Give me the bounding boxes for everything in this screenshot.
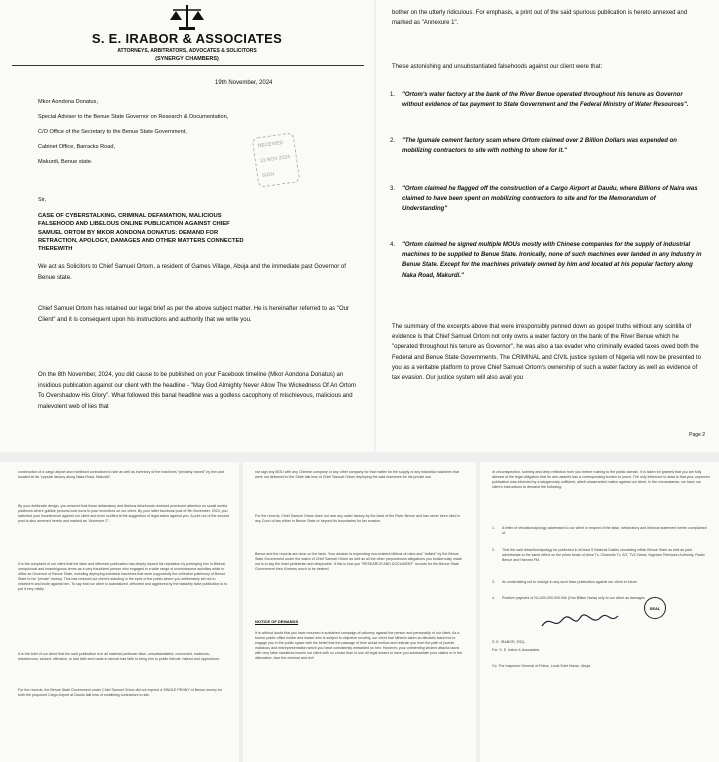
firm-chambers: (SYNERGY CHAMBERS) [155, 56, 219, 62]
address-line: Cabinet Office, Barracks Road, [38, 144, 116, 150]
page3-paragraph: By your deliberate design, you ensured that these defamatory and libelous falsehoods received prominent attention on social media platforms where gullible persons took turns to pour invectives on our client. By your latter facebook post of 9th November, 2024, you switched your incontinence against our client and even scoffed at the suggestion of legal action against you. A print out of the second post is also annexed hereto and marked as "Annexure 2". [18, 504, 230, 524]
signature-scribble [540, 612, 620, 632]
recipient-address [38, 98, 228, 173]
allegation-item: "Ortom claimed he flagged off the construction of a Cargo Airport at Daudu, where Billions of Naira was claimed to have been spent on mobilizing contractors to site and for the Memorandum of Understanding" [402, 186, 698, 213]
demand-item: That the said retraction/apology be published in at least 5 National Dailies circulating within Benue State as well as paid advertorials to the same effect on the prime beats of Arise Tv, Channels Tv, AIT, TVC News, Nigerian Television Authority, Radio Benue and Harvest FM. [502, 548, 705, 563]
scales-of-justice-icon [168, 2, 206, 32]
page2-summary: The summary of the excerpts above that were irresponsibly penned down as gospel truths without any scintilla of evidence is that Chief Samuel Ortom not only owns a water factory on the bank of the River Benue which he "operated throughout his tenure as Governor", he was also a tax evader who criminally evaded taxes owed both the Federal and Benue State Governments. The CRIMINAL and CIVIL justice system of Nigeria will now be presented to you as a veritable platform to prove Chief Samuel Ortom's ownership of such a water factory as well as evidence of tax evasion. Our justice system will also avail you [392, 324, 701, 382]
item-number: 3. [390, 186, 396, 192]
letter-page-3 [0, 462, 239, 762]
firm-name: S. E. IRABOR & ASSOCIATES [91, 31, 283, 46]
allegation-item: "Ortom's water factory at the bank of the River Benue operated throughout his tenure as Governor without evidence of tax payment to State Government and the Federal Ministry of Water Resources". [402, 92, 689, 109]
page3-paragraph: construction of a cargo airport and mobilised contractors to site as well as inventory of the machines "privately owned" by him and located at his "popular factory along Naka Road, Makurdi". [18, 470, 224, 480]
letter-page-5: of circumspection, sobriety and deep reflection from you before rushing to the public domain. It is taken for granted that you are fully abreast of the legal obligation that he who asserts has a corresponding burden to prove. The only inference to draw is that your unproven publication was informed by a dangerously sufficient, albeit unwarranted malice against our client. In the circumstance, we have our client's instructions to demand the following: 1. A letter of retraction/apology addressed to our client in respect of the false, defamatory and libelous statement herein complained of. 2. That the said retraction/apology be published in at least 5 National Dailies circulating within Benue State as well as paid advertorials to the same effect on the prime beats of Arise Tv, Channels Tv, AIT, TVC News, Nigerian Television Authority, Radio Benue and Harvest FM. 3. An undertaking not to indulge in any such false publication against our client in future. 4. Positive payment of N1,000,000,000.00k (One Billion Naira) only to our client as damages SEAL S. E. IRABOR, ESQ., For: S. E. Irabor & Associates. Cc: The Inspector General of Police, Louis Edet House, Abuja [480, 462, 719, 762]
letter-date: 19th November, 2024 [215, 80, 273, 86]
address-line: C/O Office of the Secretary to the Benue State Government, [38, 129, 187, 135]
address-line: Makurdi, Benue state. [38, 159, 93, 165]
page4-paragraph: not sign any MOU with any Chinese company or any other company for that matter for the supply of any industrial machines that were not delivered to the State talk less of Chief Samuel Ortom deploying the said machines for his private use. [255, 470, 459, 480]
page3-paragraph: It is the complaint of our client that the false and offensive publication has deeply injured his reputation by portraying him in illiberal, unequivocal and unambiguous terms as a very fraudulent person who engaged in a wide range of unwholesome activities while in office as Governor of Benue State, including deploying industrial machines that were supposedly the collective patrimony of Benue State to his "private" factory. This has reduced our client's standing in the eyes of the public where you deliberately set out to misinform and incite against him. To say that our client is scandalized, affronted and aggrieved by the blatantly false publication is to put it very mildly. [18, 562, 228, 592]
letterhead-divider [12, 65, 364, 66]
item-number: 2. [390, 138, 396, 144]
firm-tagline: ATTORNEYS, ARBITRATORS, ADVOCATES & SOLICITORS [117, 48, 257, 54]
page3-paragraph: For the records, the Benue State Government under Chief Samuel Ortom did not expend a SINGLE PENNY of Benue money for both the proposed Cargo Airport at Daudu talk less of mobilising contractors to site. [18, 688, 223, 698]
demand-item: An undertaking not to indulge in any such false publication against our client in future. [502, 580, 638, 584]
address-line: Special Adviser to the Benue State Governor on Research & Documentation, [38, 114, 229, 120]
notice-of-demands-heading: NOTICE OF DEMANDS [255, 619, 299, 624]
allegation-item: "Ortom claimed he signed multiple MOUs mostly with Chinese companies for the supply of industrial machines to be supplied to Benue State. Ironically, none of such machines ever landed in any Industry in Benue State. Except for the machines privately owned by him and located at his popular factory along Naka Road, Makurdi." [402, 242, 702, 279]
subject-heading: CASE OF CYBERSTALKING, CRIMINAL DEFAMATION, MALICIOUS FALSEHOOD AND LIBELOUS ONLINE PUBLICATION AGAINST CHIEF SAMUEL ORTOM BY MKOR AONDONA DONATUS: DEMAND FOR RETRACTION, APOLOGY, DAMAGES AND OTHER MATTERS CONNECTED THEREWITH [38, 213, 244, 253]
demand-item: A letter of retraction/apology addressed to our client in respect of the false, defamatory and libelous statement herein complained of. [502, 526, 707, 536]
paragraph-2: Chief Samuel Ortom has retained our legal brief as per the above subject matter. He is hereinafter referred to as "Our Client" and it is consequent upon his instructions and authority that we write you. [38, 306, 349, 323]
paragraph-1: We act as Solicitors to Chief Samuel Ortom, a resident of Games Village, Abuja and the immediate past Governor of Benue state. [38, 264, 346, 281]
signatory-name: S. E. IRABOR, ESQ., [492, 640, 527, 644]
cc-line: Cc: The Inspector General of Police, Louis Edet House, Abuja [492, 664, 591, 668]
letter-page-1 [0, 0, 374, 452]
page5-intro: of circumspection, sobriety and deep reflection from you before rushing to the public domain. It is taken for granted that you are fully abreast of the legal obligation that he who asserts has a corresponding burden to prove. The only inference to draw is that your unproven publication was informed by a dangerously sufficient, albeit unwarranted malice against our client. In the circumstance, we have our client's instructions to demand the following: [492, 470, 710, 490]
demand-item: Positive payment of N1,000,000,000.00k (One Billion Naira) only to our client as damages [502, 596, 645, 600]
page2-lead: These astonishing and unsubstantiated falsehoods against our client were that: [392, 64, 603, 70]
signatory-firm: For: S. E. Irabor & Associates. [492, 648, 541, 652]
salutation: Sir, [38, 197, 47, 203]
letter-page-4 [243, 462, 476, 762]
item-number: 1. [390, 92, 396, 98]
firm-seal: SEAL [644, 597, 666, 619]
item-number: 4. [390, 242, 396, 248]
page2-intro: bother on the utterly ridiculous. For emphasis, a print out of the said spurious publication is hereto annexed and marked as "Annexure 1". [392, 10, 688, 27]
allegation-item: "The Igumale cement factory scam where Ortom claimed over 2 Billion Dollars was expended on mobilizing contractors to site with nothing to show for it." [402, 138, 677, 155]
paragraph-3: On the 8th November, 2024, you did cause to be published on your Facebook timeline (Mkor Aondona Donatus) an insidious publication against our client with the headline - "May God Almighty Never Allow The Wickedness Of An Ortom To Overshadow His Glory". What followed this banal headline was a godless cacophony of mischievous, malicious and malevolent web of lies that [38, 372, 356, 410]
page-number: Page 2 [689, 432, 705, 438]
notice-paragraph: It is without doubt that you have mounted a sustained campaign of calumny against the person and personality of our client. As a former public office holder and leader who is subject to objective scrutiny, our client had hitherto taken an altruistic stand not to engage you in the public space with the belief that the passage of time would mellow and restrain you from the path of puerile, malicious and misrepresentation which you have consistently embarked on him. However, your unrelenting virulent attacks laced with very false narratives leaves our client with no choice than to use all legal means to have you substantiate your claims or in the alternative, face the criminal and civil [255, 631, 463, 661]
page3-paragraph: It is the brief of our client that the said publication is in all material particular false, unsubstantiated, concocted, malicious, mischievous, wicked, offensive, in bad faith and made in utmost bad faith to bring him to public ridicule, hatred and opprobrium. [18, 652, 220, 662]
letter-page-2 [376, 0, 719, 452]
address-line: Mkor Aondona Donatus, [38, 99, 99, 105]
page4-paragraph: Benue and the records are clear on the facts. Your allusion to expending non-existent billions of naira and "dollars" by the Benue State Government under the watch of Chief Samuel Ortom as well as all the other preposterous allegations you boisterously made out is to say the least pedestrian and despicable. If this is how you "RESEARCH AND DOCUMENT" records for the Benue State Government then it leaves much to be desired. [255, 552, 462, 572]
received-stamp: RECEIVED 13 NOV 2024 SIGN [252, 132, 301, 187]
page4-paragraph: For the records, Chief Samuel Ortom does not own any water factory by the bank of the River Benue and has never been cited in any Court of law either in Benue State or beyond its boundaries for tax evasion. [255, 514, 461, 524]
